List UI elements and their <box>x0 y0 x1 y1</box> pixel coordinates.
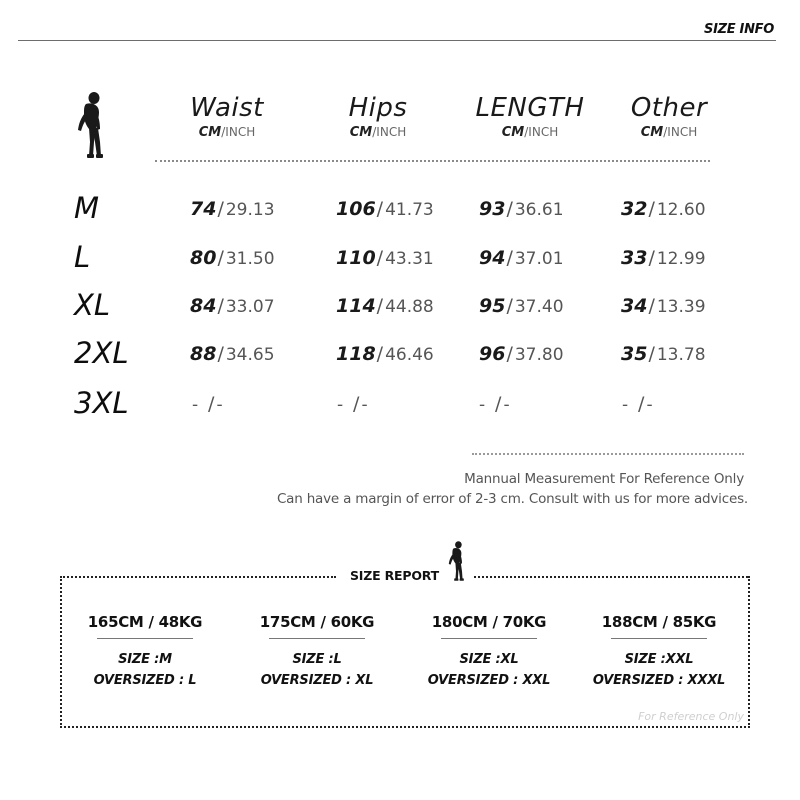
size-row-xl <box>0 287 800 327</box>
header-divider <box>18 40 776 41</box>
column-unit: CM/INCH <box>640 125 698 140</box>
cell-other: 33/ 12.99 <box>621 247 706 269</box>
cell-hips: 106/ 41.73 <box>336 198 434 220</box>
report-entry <box>404 612 574 691</box>
report-entry <box>574 612 744 691</box>
recommended-size: SIZE :M <box>118 652 172 667</box>
cell-waist: 88/ 34.65 <box>190 343 275 365</box>
cell-length: 95/ 37.40 <box>479 295 564 317</box>
cell-waist: - / - <box>192 393 223 415</box>
height-weight: 175CM / 60KG <box>259 613 375 631</box>
oversized-size: OVERSIZED : XL <box>260 673 374 688</box>
cell-hips: 114/ 44.88 <box>336 295 434 317</box>
cell-length: 96/ 37.80 <box>479 343 564 365</box>
column-unit: CM/INCH <box>501 125 559 140</box>
height-weight: 180CM / 70KG <box>431 613 547 631</box>
size-report-title: SIZE REPORT <box>350 568 439 583</box>
column-header-other <box>604 92 734 141</box>
recommended-size: SIZE :XXL <box>624 652 694 667</box>
cell-length: 93/ 36.61 <box>479 198 564 220</box>
entry-underline <box>97 638 193 639</box>
report-entry <box>60 612 230 691</box>
cell-other: 34/ 13.39 <box>621 295 706 317</box>
oversized-size: OVERSIZED : L <box>93 673 197 688</box>
recommended-size: SIZE :L <box>292 652 342 667</box>
size-label: 2XL <box>74 336 129 370</box>
size-row-2xl <box>0 335 800 375</box>
size-row-3xl <box>0 385 800 425</box>
recommended-size: SIZE :XL <box>459 652 519 667</box>
cell-waist: 84/ 33.07 <box>190 295 275 317</box>
column-header-length <box>465 92 595 141</box>
oversized-size: OVERSIZED : XXL <box>427 673 551 688</box>
column-unit: CM/INCH <box>349 125 407 140</box>
size-label: L <box>74 240 91 274</box>
cell-other: 35/ 13.78 <box>621 343 706 365</box>
report-entry <box>232 612 402 691</box>
size-label: M <box>74 191 100 225</box>
margin-note: Can have a margin of error of 2-3 cm. Consult with us for more advices. <box>276 491 748 507</box>
column-title: LENGTH <box>475 93 585 123</box>
size-label: 3XL <box>74 386 129 420</box>
height-weight: 165CM / 48KG <box>87 613 203 631</box>
cell-hips: - / - <box>337 393 368 415</box>
oversized-size: OVERSIZED : XXXL <box>592 673 726 688</box>
page-title: SIZE INFO <box>704 22 774 37</box>
column-unit: CM/INCH <box>198 125 256 140</box>
cell-length: - / - <box>479 393 510 415</box>
reference-footnote: For Reference Only <box>638 710 744 723</box>
column-title: Other <box>630 93 708 123</box>
size-label: XL <box>74 288 111 322</box>
cell-hips: 110/ 43.31 <box>336 247 434 269</box>
entry-underline <box>269 638 365 639</box>
measurement-note: Mannual Measurement For Reference Only <box>464 471 744 487</box>
entry-underline <box>441 638 537 639</box>
size-row-l <box>0 239 800 279</box>
column-title: Hips <box>348 93 408 123</box>
column-header-hips <box>313 92 443 141</box>
height-weight: 188CM / 85KG <box>601 613 717 631</box>
entry-underline <box>611 638 707 639</box>
cell-other: - / - <box>622 393 653 415</box>
cell-hips: 118/ 46.46 <box>336 343 434 365</box>
cell-other: 32/ 12.60 <box>621 198 706 220</box>
cell-waist: 80/ 31.50 <box>190 247 275 269</box>
header-dotted-divider <box>155 160 710 162</box>
walking-figure-icon <box>72 90 108 160</box>
cell-length: 94/ 37.01 <box>479 247 564 269</box>
cell-waist: 74/ 29.13 <box>190 198 275 220</box>
size-row-m <box>0 190 800 230</box>
note-dotted-divider <box>472 453 744 455</box>
column-header-waist <box>162 92 292 141</box>
column-title: Waist <box>190 93 264 123</box>
